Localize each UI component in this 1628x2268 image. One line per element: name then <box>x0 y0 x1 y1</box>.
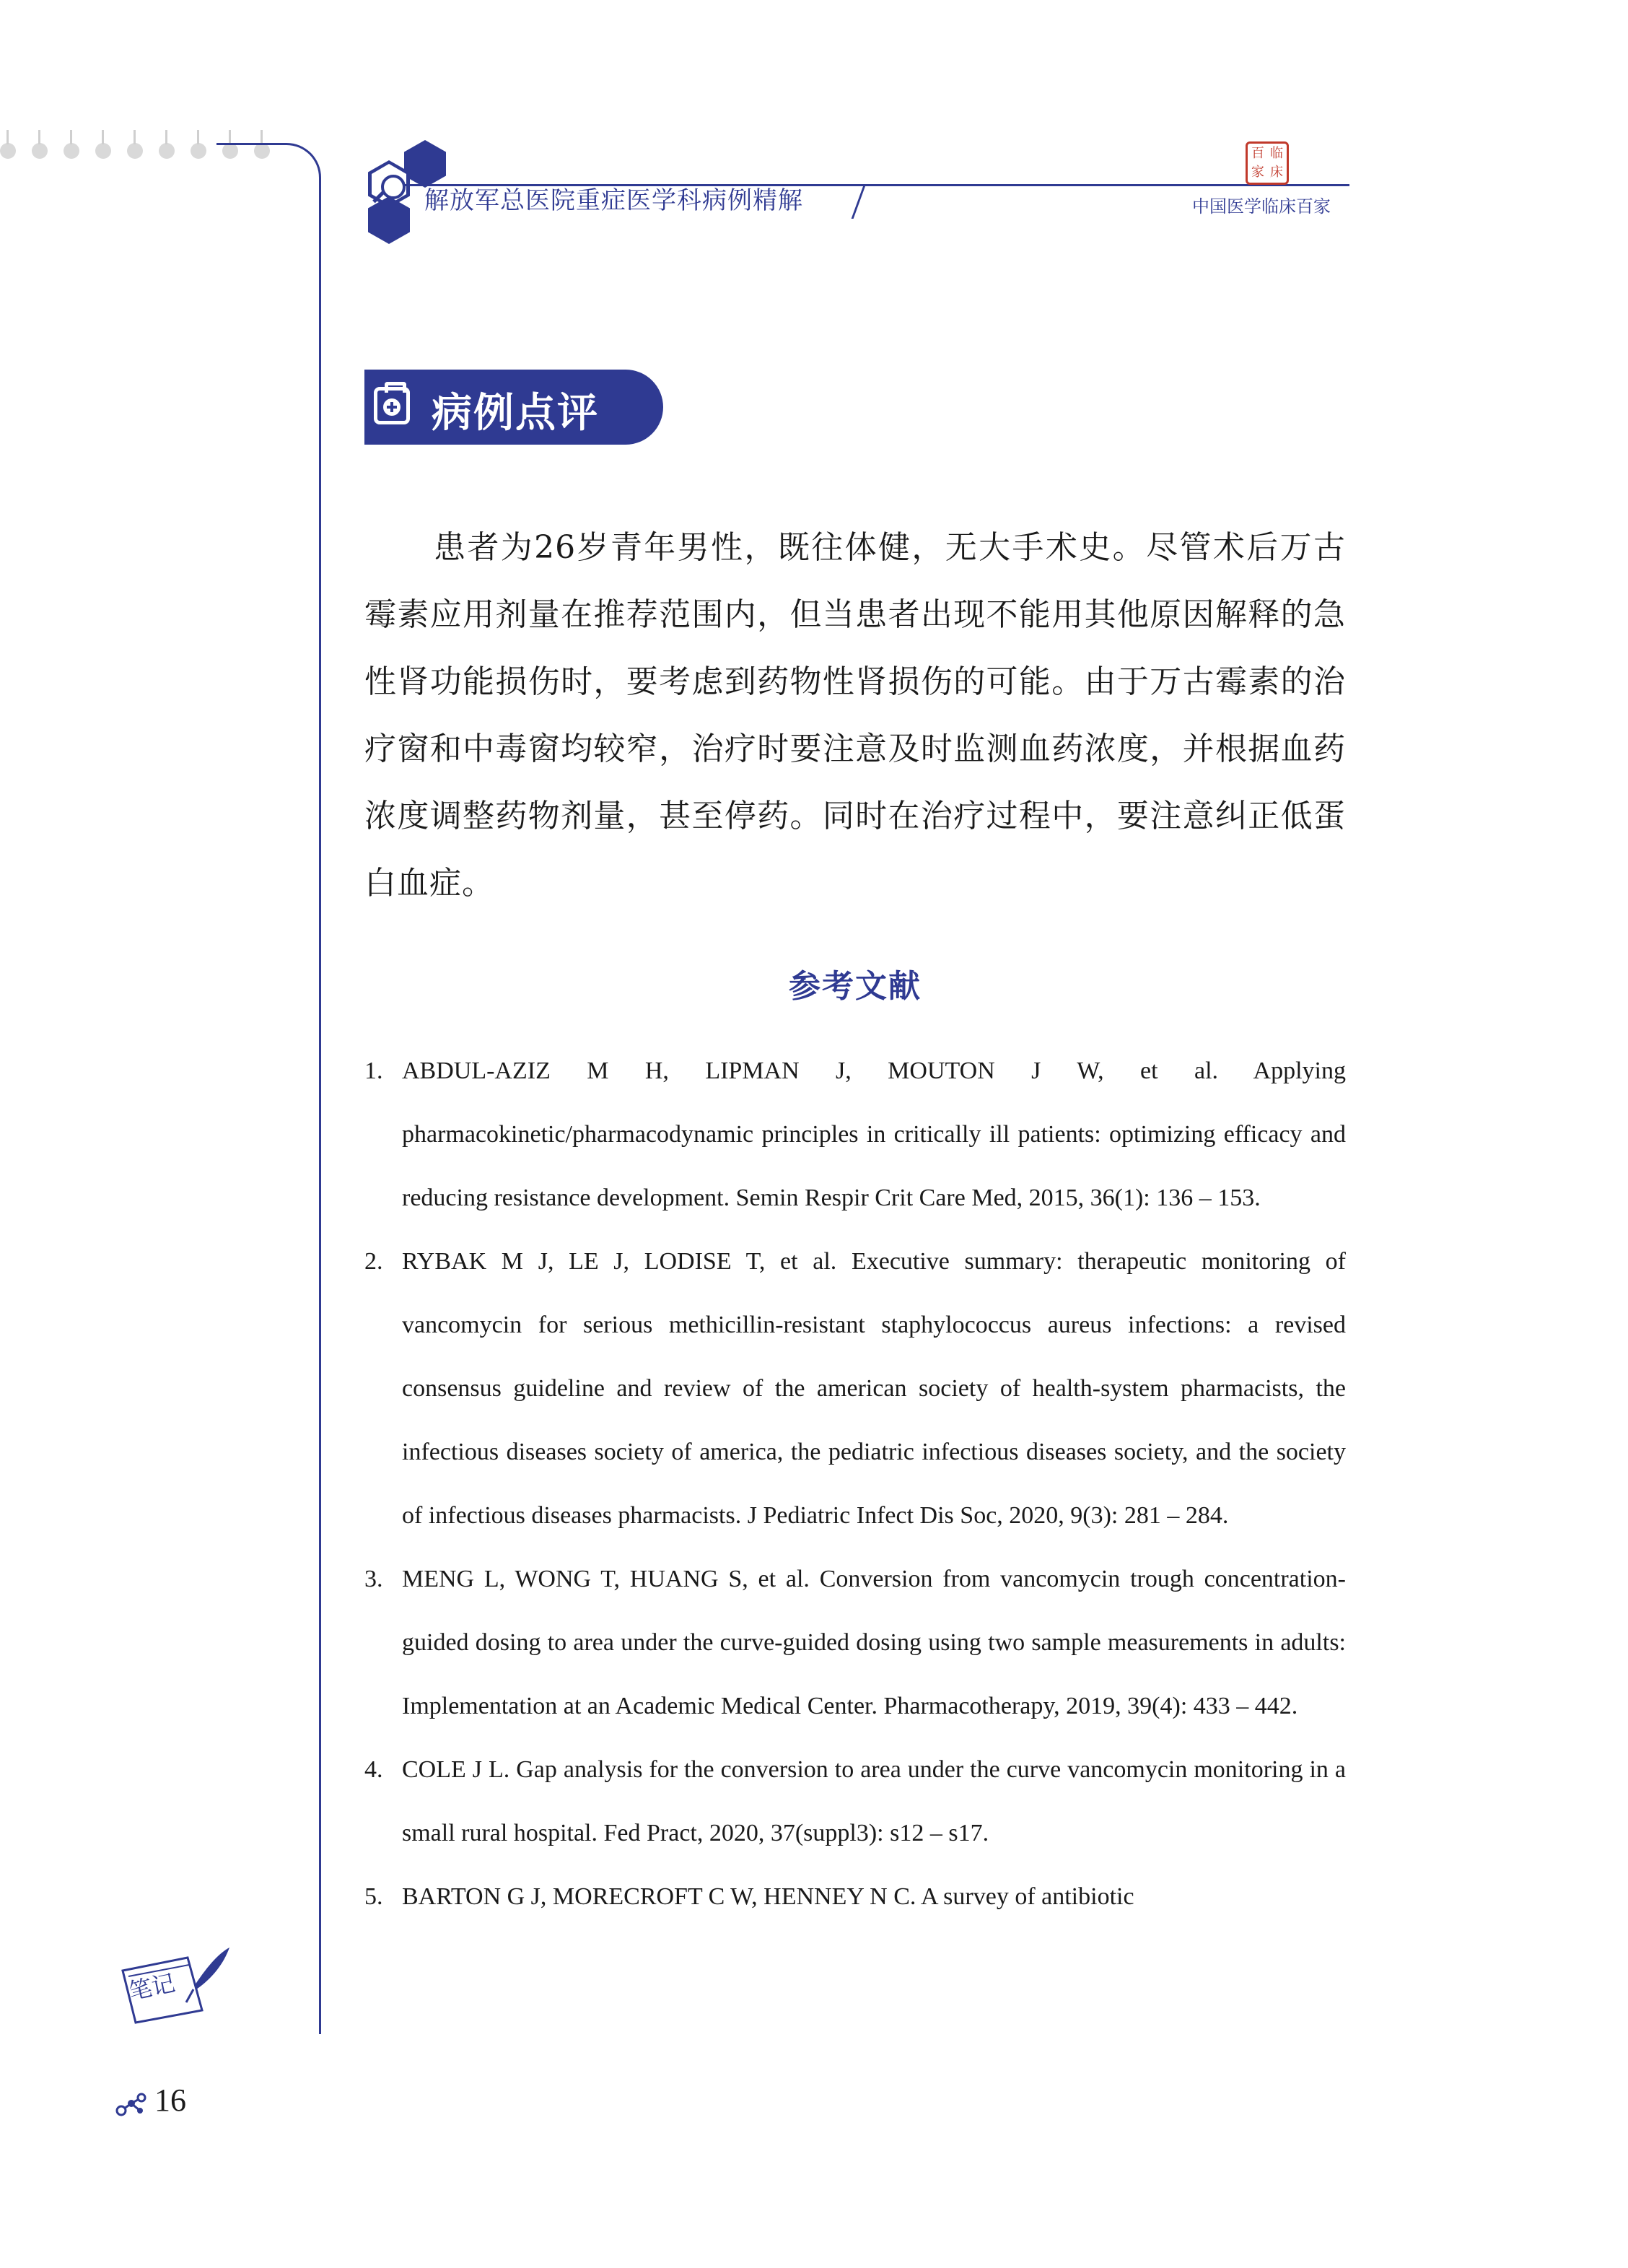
reference-text: COLE J L. Gap analysis for the conversion to area under the curve vancomycin monitoring in a small rural hospital. Fed Pract, 2020, 37(suppl3): s12 – s17. <box>402 1756 1346 1846</box>
molecule-icon <box>115 2092 147 2116</box>
case-comment-paragraph: 患者为26岁青年男性，既往体健，无大手术史。尽管术后万古霉素应用剂量在推荐范围内，但当患者出现不能用其他原因解释的急性肾功能损伤时，要考虑到药物性肾损伤的可能。由于万古霉素的治疗窗和中毒窗均较窄，治疗时要注意及时监测血药浓度，并根据血药浓度调整药物剂量，甚至停药。同时在治疗过程中，要注意纠正低蛋白血症。 <box>364 529 1346 902</box>
reference-number: 2. <box>364 1248 383 1275</box>
reference-text: BARTON G J, MORECROFT C W, HENNEY N C. A survey of antibiotic <box>402 1883 1134 1910</box>
reference-number: 3. <box>364 1566 383 1592</box>
reference-item <box>364 1865 1346 1929</box>
series-seal-logo: 百 临 家 床 <box>1246 141 1289 185</box>
medical-cross-icon <box>383 398 401 416</box>
section-title: 病例点评 <box>432 390 599 437</box>
reference-number: 5. <box>364 1883 383 1910</box>
reference-text: ABDUL-AZIZ M H, LIPMAN J, MOUTON J W, et al. Applying pharmacokinetic/pharmacodynamic principles in critically ill patients: optimizing efficacy and reducing resistance development. Semin Respir Crit Care Med, 2015, 36(1): 136 – 153. <box>402 1057 1346 1211</box>
reference-number: 1. <box>364 1057 383 1084</box>
reference-item <box>364 1039 1346 1230</box>
reference-text: RYBAK M J, LE J, LODISE T, et al. Executive summary: therapeutic monitoring of vancomycin for serious methicillin-resistant staphylococcus aureus infections: a revised consensus guideline and review of the american society of health-system pharmacists, the infectious diseases society of america, the pediatric infectious diseases society, and the society of infectious diseases pharmacists. J Pediatric Infect Dis Soc, 2020, 9(3): 281 – 284. <box>402 1248 1346 1529</box>
magnifier-icon <box>381 175 406 199</box>
book-title: 解放军总医院重症医学科病例精解 <box>424 186 803 215</box>
header-divider <box>852 186 866 219</box>
page-number: 16 <box>154 2082 186 2118</box>
margin-rule <box>216 143 321 2034</box>
reference-item <box>364 1548 1346 1738</box>
hexagon-logo-icon <box>368 196 410 244</box>
margin-note-label: 笔记 <box>126 1968 178 2006</box>
reference-number: 4. <box>364 1756 383 1783</box>
reference-item <box>364 1738 1346 1865</box>
references-heading: 参考文献 <box>789 968 922 1005</box>
reference-text: MENG L, WONG T, HUANG S, et al. Conversion from vancomycin trough concentration-guided dosing to area under the curve-guided dosing using two sample measurements in adults: Implementation at an Academic Medical Center. Pharmacotherapy, 2019, 39(4): 433 – 442. <box>402 1566 1346 1719</box>
reference-item <box>364 1230 1346 1548</box>
series-name: 中国医学临床百家 <box>1192 196 1331 217</box>
reference-list <box>364 1039 1346 1929</box>
